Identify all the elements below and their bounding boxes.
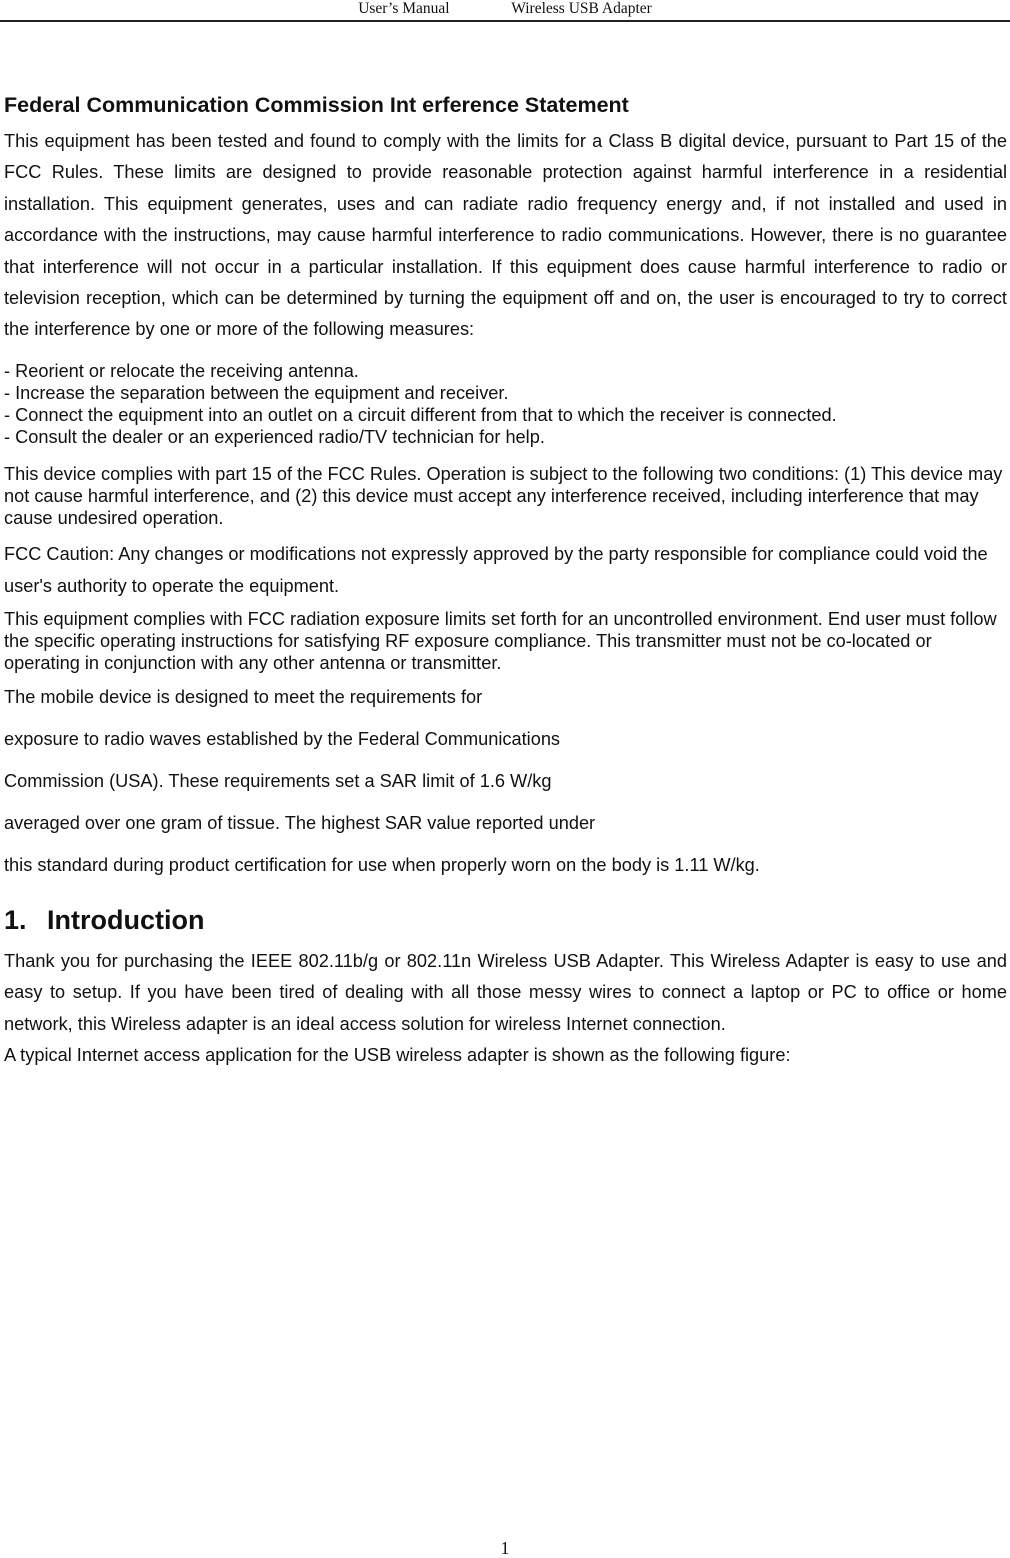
fcc-statement-heading: Federal Communication Commission Int erference Statement <box>4 93 629 117</box>
interference-measures-list <box>4 360 1007 448</box>
section-number: 1. <box>4 904 27 935</box>
typical-application-paragraph: A typical Internet access application for the USB wireless adapter is shown as the following figure: <box>4 1045 791 1066</box>
fcc-caution-paragraph: FCC Caution: Any changes or modifications not expressly approved by the party responsible for compliance could void the user's authority to operate the equipment. <box>4 543 988 596</box>
sar-line: Commission (USA). These requirements set a SAR limit of 1.6 W/kg <box>4 770 552 791</box>
radiation-exposure-paragraph: This equipment complies with FCC radiation exposure limits set forth for an uncontrolled environment. End user must follow the specific operating instructions for satisfying RF exposure compliance. This transmitter must not be co-located or operating in conjunction with any other antenna or transmitter. <box>4 608 997 673</box>
sar-line: The mobile device is designed to meet the requirements for <box>4 686 483 707</box>
sar-statement <box>4 676 1007 886</box>
page-content <box>4 92 1007 1071</box>
measure-item: - Connect the equipment into an outlet on a circuit different from that to which the receiver is connected. <box>4 404 837 425</box>
sar-line: exposure to radio waves established by the Federal Communications <box>4 728 561 749</box>
page-number: 1 <box>500 1538 510 1558</box>
section-title: Introduction <box>47 904 205 935</box>
page-header <box>0 0 1010 22</box>
introduction-paragraph: Thank you for purchasing the IEEE 802.11b/g or 802.11n Wireless USB Adapter. This Wireless Adapter is easy to use and easy to setup. If you have been tired of dealing with all those messy wires to connect a laptop or PC to office or home network, this Wireless adapter is an ideal access solution for wireless Internet connection. <box>4 950 1007 1034</box>
measure-item: - Increase the separation between the equipment and receiver. <box>4 382 509 403</box>
part15-compliance-paragraph: This device complies with part 15 of the FCC Rules. Operation is subject to the following two conditions: (1) This device may not cause harmful interference, and (2) this device must accept any interference received, including interference that may cause undesired operation. <box>4 463 1003 528</box>
header-manual-title: User’s Manual <box>358 0 450 17</box>
sar-line: averaged over one gram of tissue. The highest SAR value reported under <box>4 812 596 833</box>
fcc-intro-paragraph: This equipment has been tested and found to comply with the limits for a Class B digital device, pursuant to Part 15 of the FCC Rules. These limits are designed to provide reasonable protection against harmful interference in a residential installation. This equipment generates, uses and can radiate radio frequency energy and, if not installed and used in accordance with the instructions, may cause harmful interference to radio communications. However, there is no guarantee that interference will not occur in a particular installation. If this equipment does cause harmful interference to radio or television reception, which can be determined by turning the equipment off and on, the user is encouraged to try to correct the interference by one or more of the following measures: <box>4 131 1007 340</box>
sar-line: this standard during product certification for use when properly worn on the body is 1.11 W/kg. <box>4 854 760 875</box>
header-product-title: Wireless USB Adapter <box>511 0 652 17</box>
measure-item: - Reorient or relocate the receiving antenna. <box>4 360 359 381</box>
measure-item: - Consult the dealer or an experienced radio/TV technician for help. <box>4 426 545 447</box>
introduction-heading <box>4 904 1007 936</box>
